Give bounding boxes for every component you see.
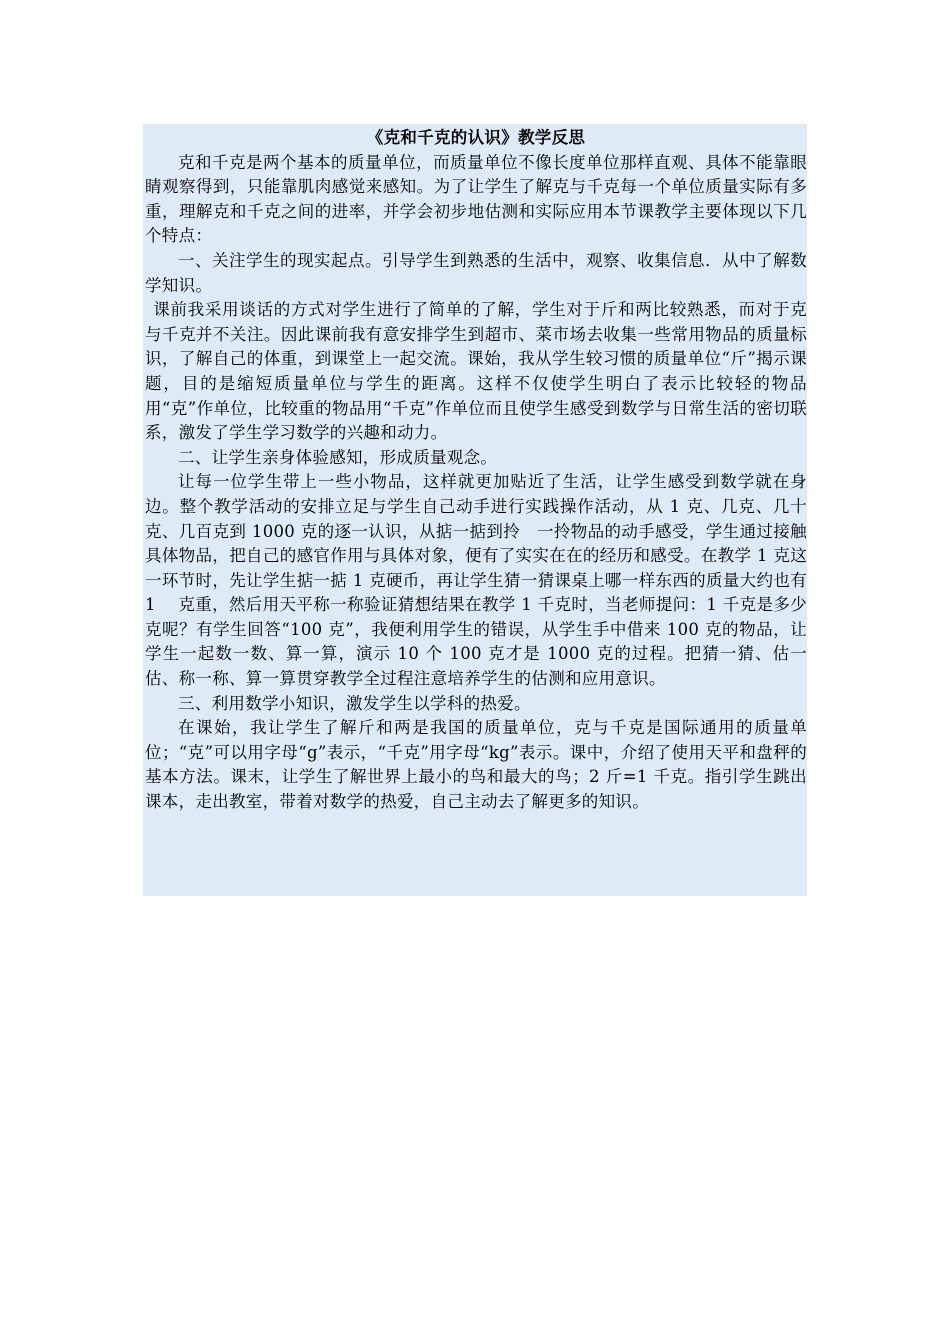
section-1-paragraph: 课前我采用谈话的方式对学生进行了简单的了解，学生对于斤和两比较熟悉，而对于克与千克并不关注。因此课前我有意安排学生到超市、菜市场去收集一些常用物品的质量标识，了解自己的体重，到课堂上一起交流。课始，我从学生较习惯的质量单位“斤”揭示课题，目的是缩短质量单位与学生的距离。这样不仅使学生明白了表示比较轻的物品用“克”作单位，比较重的物品用“千克”作单位而且使学生感受到数学与日常生活的密切联系，激发了学生学习数学的兴趣和动力。	[145, 300, 807, 443]
section-heading-3: 三、利用数学小知识，激发学生以学科的热爱。	[178, 693, 531, 713]
document-title: 《克和千克的认识》教学反思	[366, 128, 586, 147]
section-3-paragraph: 在课始，我让学生了解斤和两是我国的质量单位，克与千克是国际通用的质量单位；“克”可以用字母“g”表示，“千克”用字母“kg”表示。课中，介绍了使用天平和盘秤的基本方法。课末，让学生了解世界上最小的鸟和最大的鸟；2 斤=1 千克。指引学生跳出课本，走出教室，带着对数学的热爱，自己主动去了解更多的知识。	[145, 718, 807, 812]
section-2-paragraph: 让每一位学生带上一些小物品，这样就更加贴近了生活，让学生感受到数学就在身边。整个教学活动的安排立足与学生自己动手进行实践操作活动，从 1 克、几克、几十克、几百克到 1000 克的逐一认识，从掂一掂到拎 一拎物品的动手感受，学生通过接触具体物品，把自己的感官作用与具体对象，便有了实实在在的经历和感受。在教学 1 克这一环节时，先让学生掂一掂 1 克硬币，再让学生猜一猜课桌上哪一样东西的质量大约也有 1 克重，然后用天平称一称验证猜想结果在教学 1 千克时，当老师提问：1 千克是多少克呢？有学生回答“100 克”，我便利用学生的错误，从学生手中借来 100 克的物品，让学生一起数一数、算一算，演示 10 个 100 克才是 1000 克的过程。把猜一猜、估一估、称一称、算一算贯穿教学全过程注意培养学生的估测和应用意识。	[145, 472, 807, 689]
section-heading-1: 一、关注学生的现实起点。引导学生到熟悉的生活中，观察、收集信息．从中了解数学知识。	[145, 250, 807, 295]
document-text-block	[143, 124, 807, 896]
section-heading-2: 二、让学生亲身体验感知，形成质量观念。	[178, 447, 498, 467]
intro-paragraph: 克和千克是两个基本的质量单位，而质量单位不像长度单位那样直观、具体不能靠眼睛观察得到，只能靠肌肉感觉来感知。为了让学生了解克与千克每一个单位质量实际有多重，理解克和千克之间的进率，并学会初步地估测和实际应用本节课教学主要体现以下几个特点：	[145, 152, 807, 246]
